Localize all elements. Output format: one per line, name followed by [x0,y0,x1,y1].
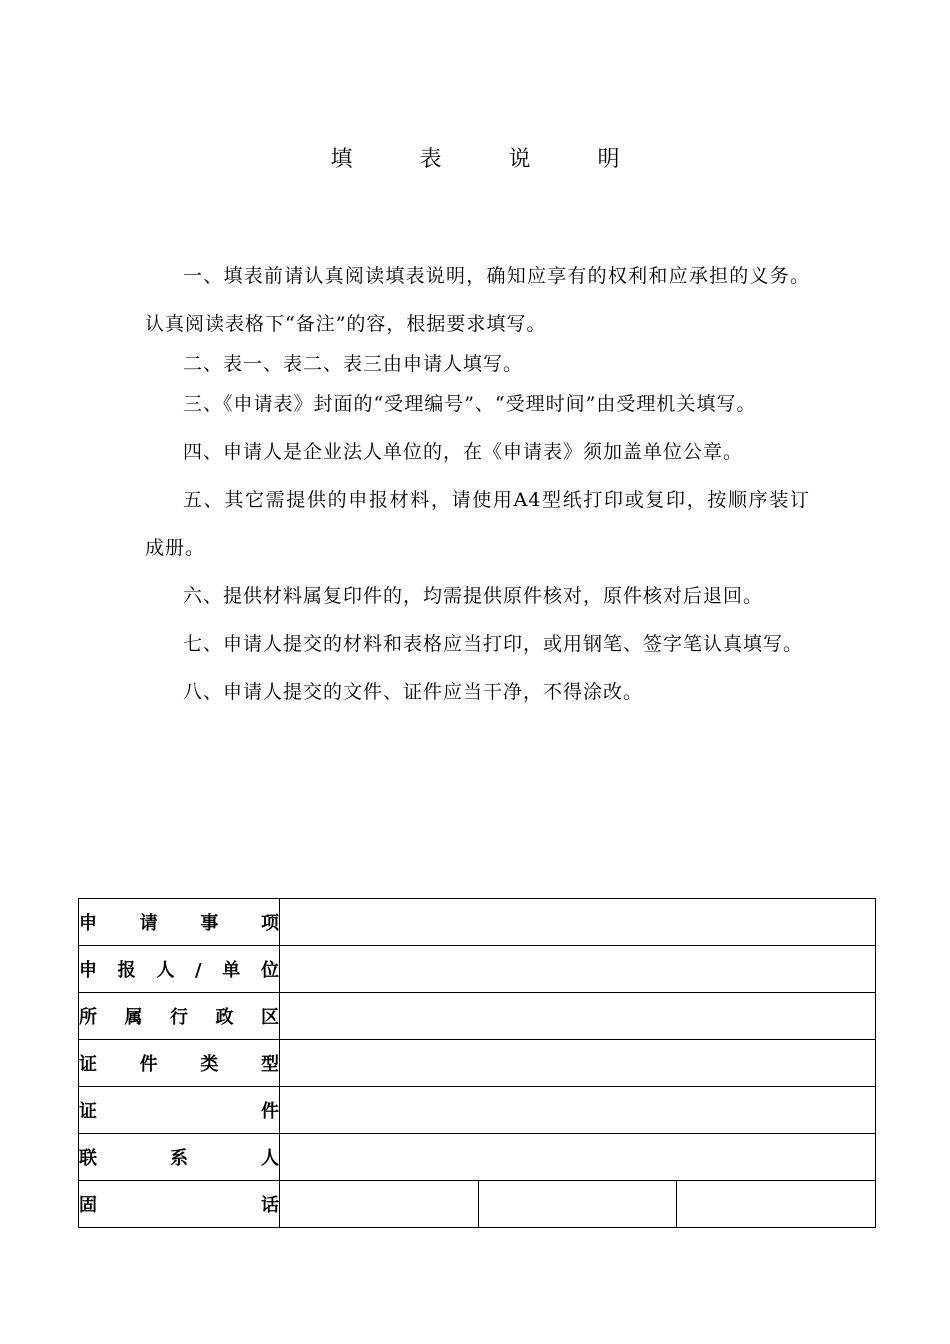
instruction-item: 七、申请人提交的材料和表格应当打印，或用钢笔、签字笔认真填写。 [183,633,804,655]
table-row [79,899,876,946]
field-label-application-item: 申请事项 [79,899,280,946]
table-row [79,1087,876,1134]
instructions-section [145,252,810,716]
table-row [79,1134,876,1181]
field-label-contact: 联系人 [79,1134,280,1181]
application-form-table [78,898,876,1228]
page-title: 填 表 说 明 [330,147,650,172]
table-row [79,946,876,993]
instruction-item: 三、《申请表》封面的“受理编号”、“受理时间”由受理机关填写。 [183,393,757,415]
instruction-item: 六、提供材料属复印件的，均需提供原件核对，原件核对后退回。 [183,585,764,607]
field-input-applicant[interactable] [280,946,876,993]
field-input-landline[interactable] [280,1181,479,1228]
field-input-id-type[interactable] [280,1040,876,1087]
instruction-item: 八、申请人提交的文件、证件应当干净，不得涂改。 [183,681,644,703]
field-label-id-type: 证件类型 [79,1040,280,1087]
instruction-item: 五、其它需提供的申报材料，请使用A4型纸打印或复印，按顺序装订成册。 [145,489,810,559]
field-label-applicant: 申报人/单位 [79,946,280,993]
field-label-landline: 固话 [79,1181,280,1228]
instruction-item: 二、表一、表二、表三由申请人填写。 [183,353,524,375]
field-input-application-item[interactable] [280,899,876,946]
instruction-item: 一、填表前请认真阅读填表说明，确知应享有的权利和应承担的义务。认真阅读表格下“备注”的容，根据要求填写。 [145,265,810,335]
field-input-landline-3[interactable] [677,1181,876,1228]
table-row [79,993,876,1040]
field-input-district[interactable] [280,993,876,1040]
table-row [79,1040,876,1087]
field-label-district: 所属行政区 [79,993,280,1040]
field-input-contact[interactable] [280,1134,876,1181]
field-label-id: 证件 [79,1087,280,1134]
instruction-item: 四、申请人是企业法人单位的，在《申请表》须加盖单位公章。 [183,441,744,463]
field-input-id[interactable] [280,1087,876,1134]
field-input-landline-2[interactable] [478,1181,677,1228]
table-row [79,1181,876,1228]
